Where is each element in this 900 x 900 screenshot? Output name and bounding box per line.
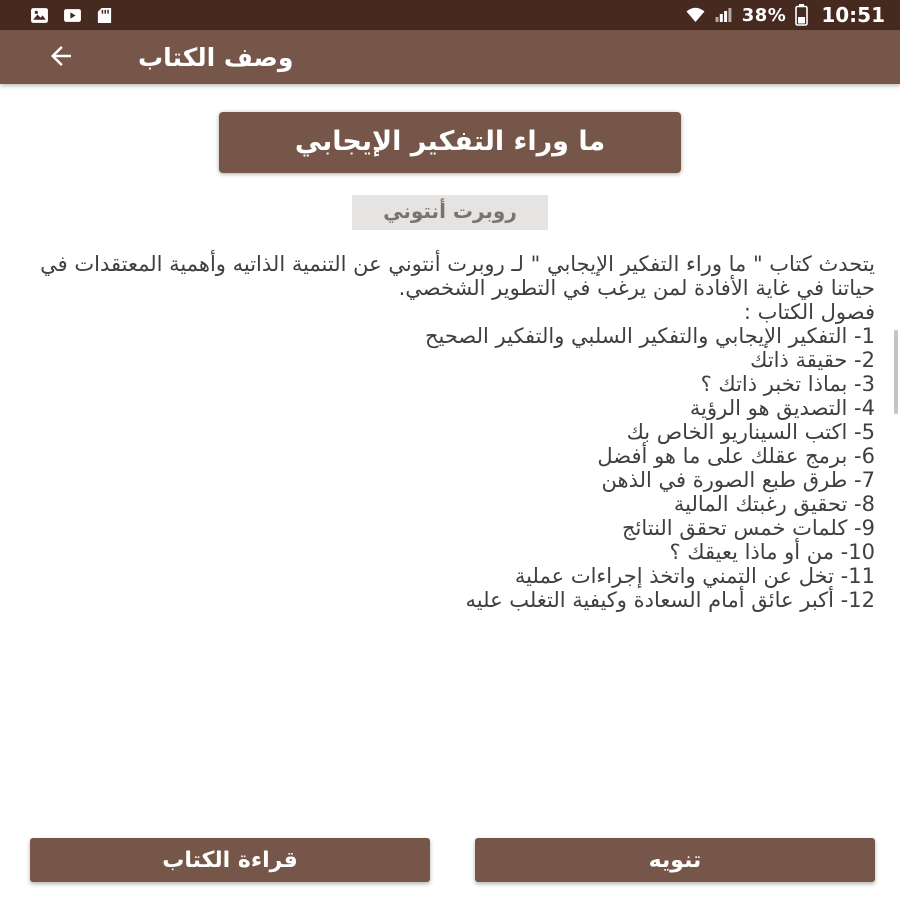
chapter-item: 1- التفكير الإيجابي والتفكير السلبي والتفكير الصحيح <box>424 324 875 348</box>
chapter-item: 4- التصديق هو الرؤية <box>689 396 875 420</box>
book-description-block <box>0 230 900 612</box>
chapter-item: 11- تخل عن التمني واتخذ إجراءات عملية <box>514 564 875 588</box>
chapter-item: 3- بماذا تخبر ذاتك ؟ <box>700 372 875 396</box>
battery-percent: 38% <box>741 4 787 26</box>
video-icon <box>63 6 82 25</box>
wifi-icon <box>686 7 705 23</box>
signal-icon <box>714 6 733 24</box>
chapter-item: 12- أكبر عائق أمام السعادة وكيفية التغلب عليه <box>465 588 875 612</box>
chapter-item: 5- اكتب السيناريو الخاص بك <box>626 420 875 444</box>
notification-icons <box>30 6 113 25</box>
arrow-back-icon <box>46 41 76 74</box>
notice-button[interactable]: تنويه <box>475 838 875 882</box>
book-author: روبرت أنتوني <box>352 195 548 230</box>
chapter-item: 8- تحقيق رغبتك المالية <box>673 492 875 516</box>
page-title: وصف الكتاب <box>138 42 294 72</box>
chapter-item: 2- حقيقة ذاتك <box>750 348 875 372</box>
chapter-item: 10- من أو ماذا يعيقك ؟ <box>669 540 875 564</box>
back-button[interactable] <box>42 37 80 78</box>
status-bar <box>0 0 900 30</box>
scrollbar-thumb[interactable] <box>894 330 898 414</box>
battery-icon <box>795 4 808 26</box>
clock: 10:51 <box>821 3 885 27</box>
app-bar <box>0 30 900 84</box>
book-title: ما وراء التفكير الإيجابي <box>219 112 681 173</box>
chapter-item: 6- برمج عقلك على ما هو أفضل <box>597 444 875 468</box>
book-description: يتحدث كتاب " ما وراء التفكير الإيجابي " لـ روبرت أنتوني عن التنمية الذاتيه وأهمية المعتقدات في حياتنا في غاية الأفادة لمن يرغب في التطوير الشخصي. <box>40 252 875 300</box>
chapter-item: 7- طرق طبع الصورة في الذهن <box>601 468 875 492</box>
system-status <box>686 3 885 27</box>
chapters-heading: فصول الكتاب : <box>743 300 875 324</box>
chapter-item: 9- كلمات خمس تحقق النتائج <box>621 516 875 540</box>
read-book-button[interactable]: قراءة الكتاب <box>30 838 430 882</box>
gallery-icon <box>30 6 49 25</box>
sd-card-icon <box>96 6 113 25</box>
